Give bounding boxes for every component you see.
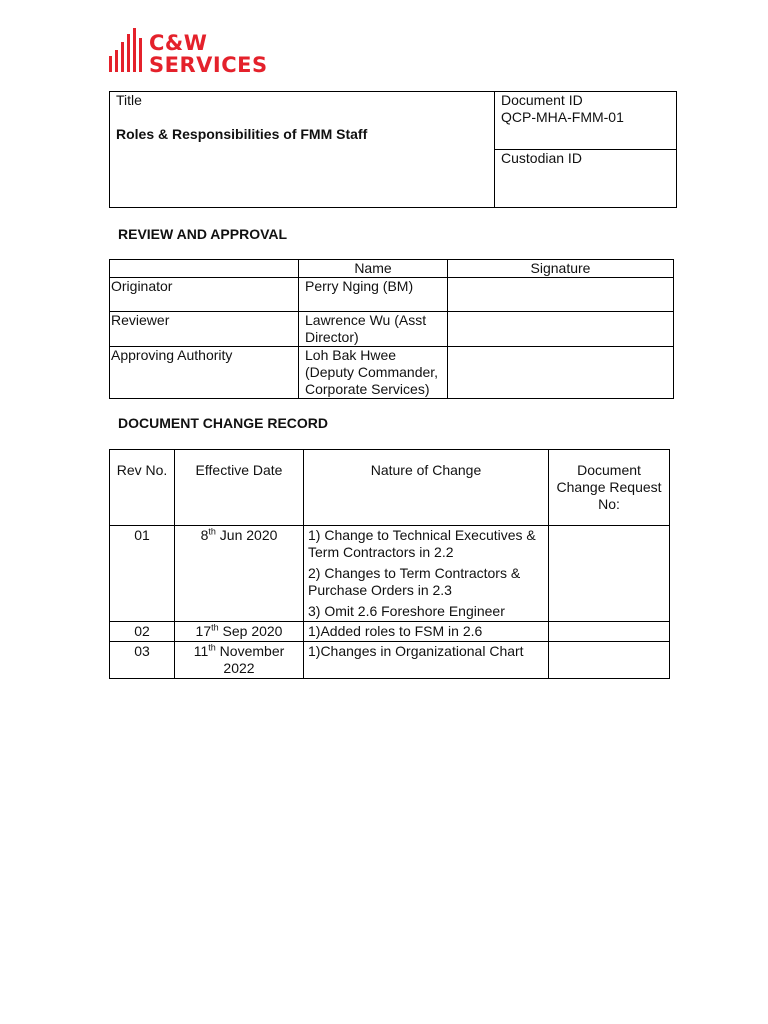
signature-cell bbox=[448, 312, 674, 347]
header-blank-cell bbox=[110, 260, 299, 278]
role-cell: Reviewer bbox=[110, 312, 299, 347]
logo-line-1: C&W bbox=[149, 31, 208, 55]
name-cell: Lawrence Wu (Asst Director) bbox=[299, 312, 448, 347]
date-cell bbox=[175, 642, 304, 679]
table-row bbox=[110, 642, 670, 679]
date-cell bbox=[175, 526, 304, 622]
date-cell bbox=[175, 622, 304, 642]
date-day: 11 bbox=[193, 643, 209, 659]
logo-wordmark bbox=[149, 32, 268, 76]
name-cell: Loh Bak Hwee (Deputy Commander, Corporate Services) bbox=[299, 347, 448, 399]
review-approval-heading: REVIEW AND APPROVAL bbox=[118, 226, 288, 242]
title-label: Title bbox=[116, 92, 142, 108]
building-bars-icon bbox=[109, 28, 145, 74]
header-signature: Signature bbox=[448, 260, 674, 278]
table-row bbox=[110, 622, 670, 642]
header-nature-of-change: Nature of Change bbox=[304, 450, 549, 526]
table-row bbox=[110, 312, 674, 347]
change-item: 1) Change to Technical Executives & Term Contractors in 2.2 bbox=[308, 527, 536, 560]
date-suffix: th bbox=[208, 642, 216, 653]
signature-cell bbox=[448, 347, 674, 399]
custodian-id-label: Custodian ID bbox=[501, 150, 582, 166]
document-title: Roles & Responsibilities of FMM Staff bbox=[116, 126, 368, 142]
header-name: Name bbox=[299, 260, 448, 278]
header-rev-no: Rev No. bbox=[110, 450, 175, 526]
role-cell: Approving Authority bbox=[110, 347, 299, 399]
document-id-value: QCP-MHA-FMM-01 bbox=[501, 109, 624, 125]
header-change-request-no: Document Change Request No: bbox=[549, 450, 670, 526]
review-approval-table bbox=[109, 259, 674, 399]
table-row bbox=[110, 278, 674, 312]
rev-cell: 02 bbox=[110, 622, 175, 642]
rev-cell: 01 bbox=[110, 526, 175, 622]
nature-cell bbox=[304, 526, 549, 622]
table-row bbox=[110, 347, 674, 399]
company-logo bbox=[109, 28, 279, 77]
header-effective-date: Effective Date bbox=[175, 450, 304, 526]
date-rest: Jun 2020 bbox=[215, 527, 278, 543]
change-record-table bbox=[109, 449, 670, 679]
date-suffix: th bbox=[208, 526, 216, 537]
date-day: 17 bbox=[195, 623, 212, 639]
title-block-table bbox=[109, 91, 677, 208]
date-rest: November 2022 bbox=[215, 643, 285, 676]
document-id-cell bbox=[495, 92, 677, 150]
request-no-cell bbox=[549, 622, 670, 642]
logo-line-2: SERVICES bbox=[149, 53, 268, 77]
name-cell: Perry Nging (BM) bbox=[299, 278, 448, 312]
signature-cell bbox=[448, 278, 674, 312]
request-no-cell bbox=[549, 642, 670, 679]
title-cell bbox=[110, 92, 495, 208]
document-id-label: Document ID bbox=[501, 92, 583, 108]
table-row bbox=[110, 526, 670, 622]
rev-cell: 03 bbox=[110, 642, 175, 679]
role-cell: Originator bbox=[110, 278, 299, 312]
change-record-heading: DOCUMENT CHANGE RECORD bbox=[118, 415, 328, 431]
change-item: 3) Omit 2.6 Foreshore Engineer bbox=[308, 603, 505, 619]
request-no-cell bbox=[549, 526, 670, 622]
nature-cell: 1)Added roles to FSM in 2.6 bbox=[304, 622, 549, 642]
change-item: 2) Changes to Term Contractors & Purchase Orders in 2.3 bbox=[308, 565, 521, 598]
date-suffix: th bbox=[211, 622, 219, 633]
nature-cell: 1)Changes in Organizational Chart bbox=[304, 642, 549, 679]
custodian-id-cell bbox=[495, 150, 677, 208]
date-day: 8 bbox=[200, 527, 209, 543]
date-rest: Sep 2020 bbox=[218, 623, 283, 639]
